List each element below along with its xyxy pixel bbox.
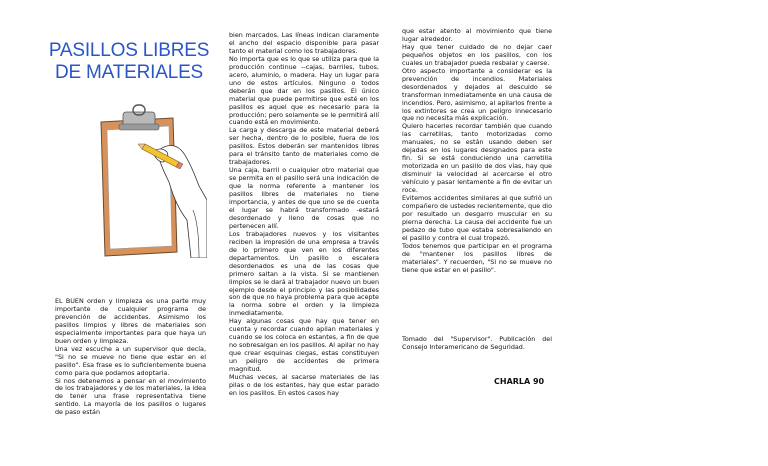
clipboard-hand-writing-illustration (95, 100, 207, 258)
paragraph: Una vez escuche a un supervisor que decía, "Si no se mueve no tiene que estar en el pasillo". Esa frase es lo suficientemente buena como para que podamos adoptarla. (55, 344, 206, 377)
paragraph: Evitemos accidentes similares al que sufrió un compañero de ustedes recientemente, que dio por resultado un desgarro muscular en su pierna derecha. La causa del accidente fue un pedazo de tubo que estaba sobresaliendo en el pasillo y contra el cual tropezó. (402, 194, 552, 242)
title-line-2: DE MATERIALES (54, 62, 204, 83)
paragraph: EL BUEN orden y limpieza es una parte muy importante de cualquier programa de prevención de accidentes. Asimismo los pasillos limpios y libres de materiales son especialmente importantes para que haya un buen orden y limpieza. (55, 297, 206, 345)
paragraph: Hay algunas cosas que hay que tener en cuenta y recordar cuando apilan materiales y cuando se los coloca en estantes, a fin de que no sobresalgan en los pasillos. Al apilar no hay que crear esquinas ciegas, estas constituyen un peligro de accidentes de primera magnitud. (229, 317, 379, 374)
paragraph: La carga y descarga de este material deberá ser hecha, dentro de lo posible, fuera de los pasillos. Estos deberán ser mantenidos libres para el tránsito tanto de materiales como de trabajadores. (229, 126, 379, 167)
paragraph: Otro aspecto importante a considerar es la prevención de incendios. Materiales desordenados y dejados al descuido se transforman inmediatamente en una causa de incendios. Pero, asimismo, al apilarlos frente a los extintores se crea un peligro innecesario que no necesita más explicación. (402, 66, 552, 123)
paragraph: Quiero hacerles recordar también que cuando las carretillas, tanto motorizadas como manuales, no se están usando deben ser dejadas en los lugares designados para este fin. Si se está conduciendo una carretilla motorizada en un pasillo de dos vías, hay que disminuir la velocidad al acercarse el otro vehículo y pasar lentamente a fin de evitar un roce. (402, 122, 552, 195)
charla-number: CHARLA 90 (494, 377, 545, 386)
paragraph: Los trabajadores nuevos y los visitantes reciben la impresión de una empresa a través de lo primero que ven en los diferentes departamentos. Un pasillo o escalera desordenados es una de las cosas que primero saltan a la vista. Si se mantienen limpios se le dará al trabajador nuevo un buen ejemplo desde el principio y las posibilidades son de que no haya problema para que acepte la norma sobre el orden y la limpieza inmediatamente. (229, 229, 379, 318)
paragraph: Todos tenemos que participar en el programa de "mantener los pasillos libres de materiales". Y recuerden, "Si no se mueve no tiene que estar en el pasillo". (402, 241, 552, 274)
source-credit (402, 336, 552, 352)
paragraph: Una caja, barril o cualquier otro material que se permita en el pasillo será una indicación de que la norma referente a mantener los pasillos libres de materiales no tiene importancia, y antes de que uno se de cuenta el lugar se habrá transformado -estará desordenado y lleno de cosas que no pertenecen allí. (229, 166, 379, 230)
column-2-text (229, 32, 379, 398)
source-text: Tomado del "Supervisor". Publicación del Consejo Interamericano de Seguridad. (402, 335, 552, 351)
paragraph: Hay que tener cuidado de no dejar caer pequeños objetos en los pasillos, con los cuales un trabajador pueda resbalar y caerse. (402, 42, 552, 67)
paragraph: bien marcados. Las líneas indican claramente el ancho del espacio disponible para pasar tanto el material como los trabajadores. (229, 31, 379, 55)
paragraph: Si nos detenemos a pensar en el movimiento de los trabajadores y de los materiales, la idea de tener una frase representativa tiene sentido. La mayoría de los pasillos o lugares de paso están (55, 376, 206, 417)
paragraph: No importa que es lo que se utiliza para que la producción continue --cajas, barriles, tubos, acero, aluminio, o madera. Hay un lugar para uno de estos artículos. Ninguno o todos deberán que dar en los pasillos. El único material que puede permitirse que esté en los pasillos es aquel que es necesario para la producción; pero solamente se le permitirá allí cuando está en movimiento. (229, 54, 379, 127)
column-1-text (55, 298, 206, 417)
paragraph: Muchas veces, al sacarse materiales de las pilas o de los estantes, hay que estar parado en los pasillos. En estos casos hay (229, 372, 379, 397)
page-title (44, 40, 214, 84)
paragraph: que estar atento al movimiento que tiene lugar alrededor. (402, 27, 552, 43)
title-line-1: PASILLOS LIBRES (48, 40, 210, 61)
clipboard-icon (101, 105, 177, 256)
column-3-text (402, 28, 552, 275)
